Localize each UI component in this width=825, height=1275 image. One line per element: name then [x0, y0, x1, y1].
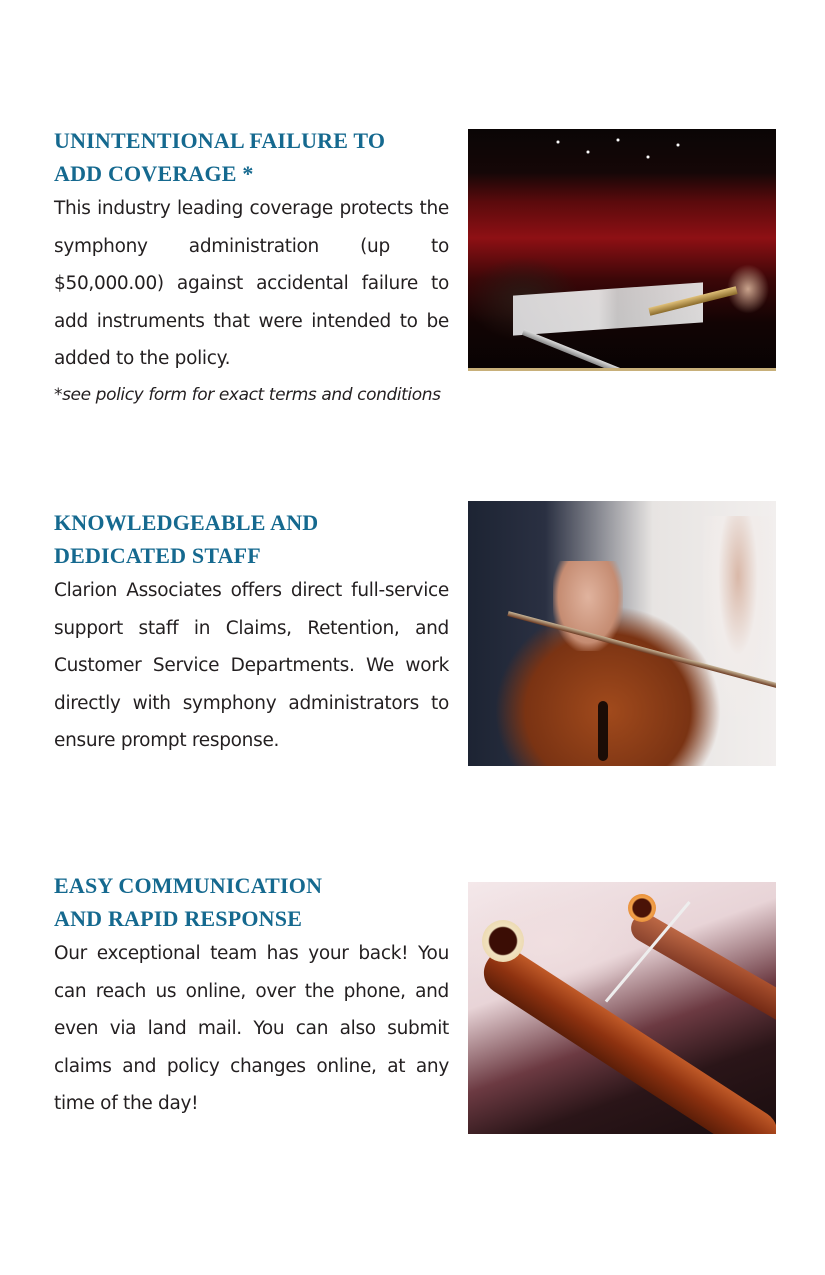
- cello-photo: [468, 501, 776, 766]
- cello-f-hole: [598, 701, 608, 761]
- heading-line-2: ADD COVERAGE *: [54, 161, 254, 186]
- flute: [522, 329, 663, 371]
- bassoon-front-ring: [482, 920, 524, 962]
- section-easy-communication: [54, 869, 776, 1134]
- section-heading: [54, 506, 449, 572]
- section-text: [54, 124, 449, 412]
- section-heading: [54, 869, 449, 935]
- section-text: [54, 506, 449, 760]
- background-violinist: [703, 516, 773, 716]
- section-body: This industry leading coverage protects the symphony administration (up to $50,000.00) against accidental failure to add instruments that were intended to be added to the policy.: [54, 198, 449, 369]
- heading-line-1: EASY COMMUNICATION: [54, 873, 323, 898]
- gold-accent-bar: [468, 368, 776, 371]
- bassoon-photo: [468, 882, 776, 1134]
- heading-line-2: DEDICATED STAFF: [54, 543, 261, 568]
- orchestra-photo: [468, 129, 776, 371]
- heading-line-1: KNOWLEDGEABLE AND: [54, 510, 319, 535]
- section-body: Clarion Associates offers direct full-service support staff in Claims, Retention, and Customer Service Departments. We work directly with symphony administrators to ensure prompt response.: [54, 580, 449, 751]
- section-heading: [54, 124, 449, 190]
- heading-line-2: AND RAPID RESPONSE: [54, 906, 303, 931]
- section-unintentional-failure: [54, 124, 776, 405]
- section-knowledgeable-staff: [54, 506, 776, 771]
- section-body: Our exceptional team has your back! You can reach us online, over the phone, and even via land mail. You can also submit claims and policy changes online, at any time of the day!: [54, 943, 449, 1114]
- section-text: [54, 869, 449, 1123]
- terms-footnote: *see policy form for exact terms and conditions: [54, 384, 441, 405]
- bassoon-back-ring: [628, 894, 656, 922]
- ceiling-lights: [548, 137, 698, 167]
- bassoon-back-tube: [626, 909, 776, 1033]
- heading-line-1: UNINTENTIONAL FAILURE TO: [54, 128, 386, 153]
